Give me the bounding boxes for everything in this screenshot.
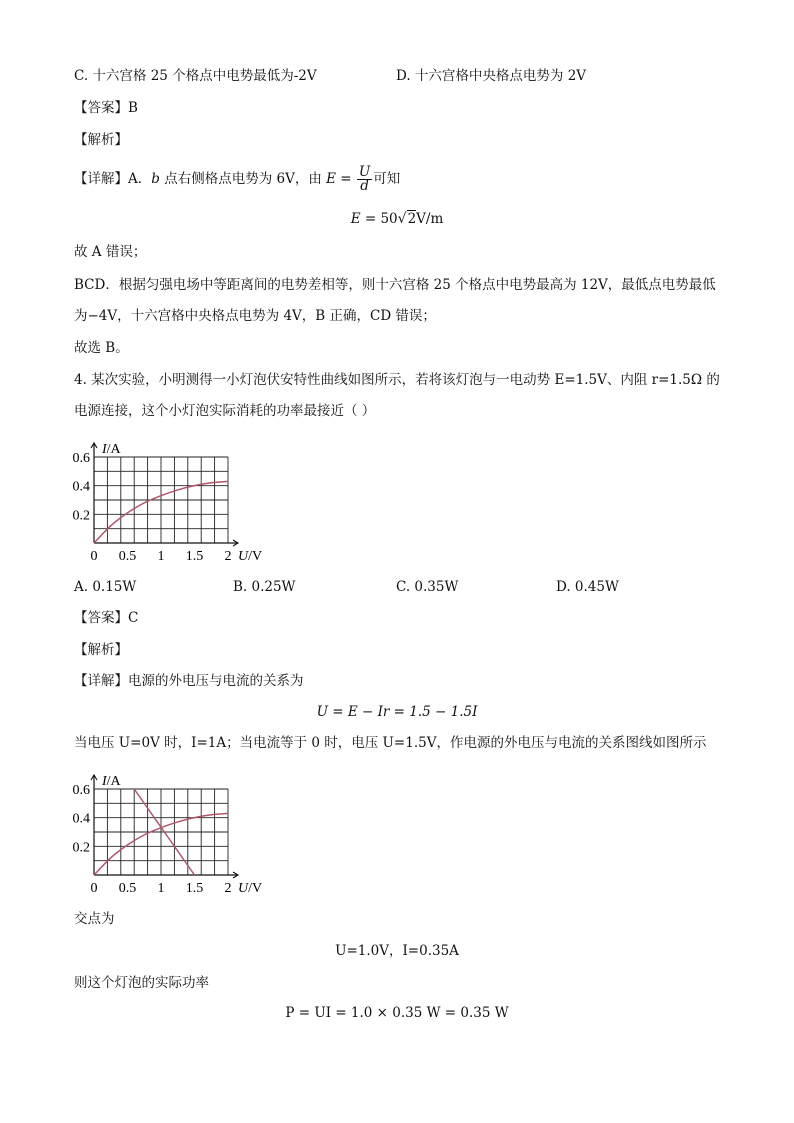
iv-chart-with-source-line	[60, 762, 300, 902]
x-tick-label: 2	[224, 881, 232, 896]
bcd-line-2: 为−4V，十六宫格中央格点电势为 4V，B 正确，CD 错误；	[74, 308, 436, 324]
x-tick-label: 0	[90, 881, 98, 896]
point-b: b	[151, 171, 160, 187]
eq-sign: =	[335, 171, 356, 187]
fraction-numerator: U	[358, 164, 371, 180]
detail-a-mid: 点右侧格点电势为 6V，由	[159, 171, 327, 187]
y-axis-label-symbol: I	[102, 442, 107, 457]
fraction-u-over-d	[357, 166, 372, 193]
y-tick-label: 0.6	[72, 451, 90, 466]
x-axis-label	[238, 549, 262, 564]
q4-formula-1: U = E − Ir = 1.5 − 1.5I	[316, 704, 478, 720]
q4-answer: 【答案】C	[74, 610, 139, 626]
y-axis-label-unit: /A	[106, 442, 121, 457]
x-axis-label-unit: /V	[248, 881, 263, 896]
y-tick-label: 0.2	[72, 840, 90, 856]
fraction-denominator: d	[360, 178, 369, 194]
formula-e-field: E = 50√2V/m	[350, 211, 444, 227]
option-c: C. 十六宫格 25 个格点中电势最低为-2V	[74, 68, 317, 84]
y-tick-label: 0.6	[72, 783, 90, 798]
option-d: D. 十六宫格中央格点电势为 2V	[396, 68, 587, 84]
symbol-e: E	[326, 171, 336, 187]
y-axis-label-unit: /A	[106, 774, 121, 789]
x-tick-label: 0.5	[118, 881, 137, 896]
q4-stem-line-1: 4. 某次实验，小明测得一小灯泡伏安特性曲线如图所示，若将该灯泡与一电动势 E=1.5V、内阻 r=1.5Ω 的	[74, 372, 720, 388]
detail-a-line	[74, 166, 400, 193]
formula-symbol-e: E	[350, 211, 361, 227]
x-tick-label: 0	[90, 549, 98, 564]
a-wrong: 故 A 错误；	[74, 244, 147, 260]
x-tick-label: 1.5	[185, 881, 204, 896]
intersect-value: U=1.0V，I=0.35A	[335, 943, 459, 959]
x-axis-label	[238, 881, 262, 896]
x-axis-label-unit: /V	[248, 549, 263, 564]
q4-detail: 【详解】电源的外电压与电流的关系为	[74, 673, 304, 689]
formula-sqrt: 2	[407, 211, 417, 227]
power-label: 则这个灯泡的实际功率	[74, 975, 209, 991]
answer-label: 【答案】B	[74, 100, 138, 116]
intersect-label: 交点为	[74, 911, 115, 927]
x-tick-label: 1	[157, 881, 165, 896]
q4-option-c: C. 0.35W	[396, 579, 459, 595]
q4-option-b: B. 0.25W	[233, 579, 296, 595]
x-axis-label-symbol: U	[238, 881, 249, 896]
q4-explain: 当电压 U=0V 时，I=1A；当电流等于 0 时，电压 U=1.5V，作电源的外电压与电流的关系图线如图所示	[74, 735, 707, 751]
x-tick-label: 1.5	[185, 549, 204, 564]
analysis-label: 【解析】	[74, 132, 128, 148]
q3-conclusion: 故选 B。	[74, 340, 129, 356]
q4-analysis: 【解析】	[74, 642, 128, 658]
q4-option-a: A. 0.15W	[74, 579, 137, 595]
formula-eq: = 50	[360, 211, 398, 227]
y-axis-label	[101, 774, 122, 789]
y-tick-label: 0.4	[72, 479, 90, 495]
bcd-line-1: BCD．根据匀强电场中等距离间的电势差相等，则十六宫格 25 个格点中电势最高为 12V，最低点电势最低	[74, 277, 716, 293]
detail-a-prefix: 【详解】A．	[74, 171, 152, 187]
x-tick-label: 2	[224, 549, 232, 564]
y-axis-label-symbol: I	[102, 774, 107, 789]
x-tick-label: 0.5	[118, 549, 137, 564]
power-formula: P = UI = 1.0 × 0.35 W = 0.35 W	[285, 1005, 509, 1021]
y-tick-label: 0.2	[72, 508, 90, 524]
formula-unit: V/m	[416, 211, 444, 227]
iv-chart	[60, 430, 300, 570]
detail-a-suffix: 可知	[373, 171, 401, 187]
y-tick-label: 0.4	[72, 811, 90, 827]
x-tick-label: 1	[157, 549, 165, 564]
q4-option-d: D. 0.45W	[556, 579, 619, 595]
q4-stem-line-2: 电源连接，这个小灯泡实际消耗的功率最接近（ ）	[74, 403, 376, 419]
x-axis-label-symbol: U	[238, 549, 249, 564]
y-axis-label	[101, 442, 122, 457]
